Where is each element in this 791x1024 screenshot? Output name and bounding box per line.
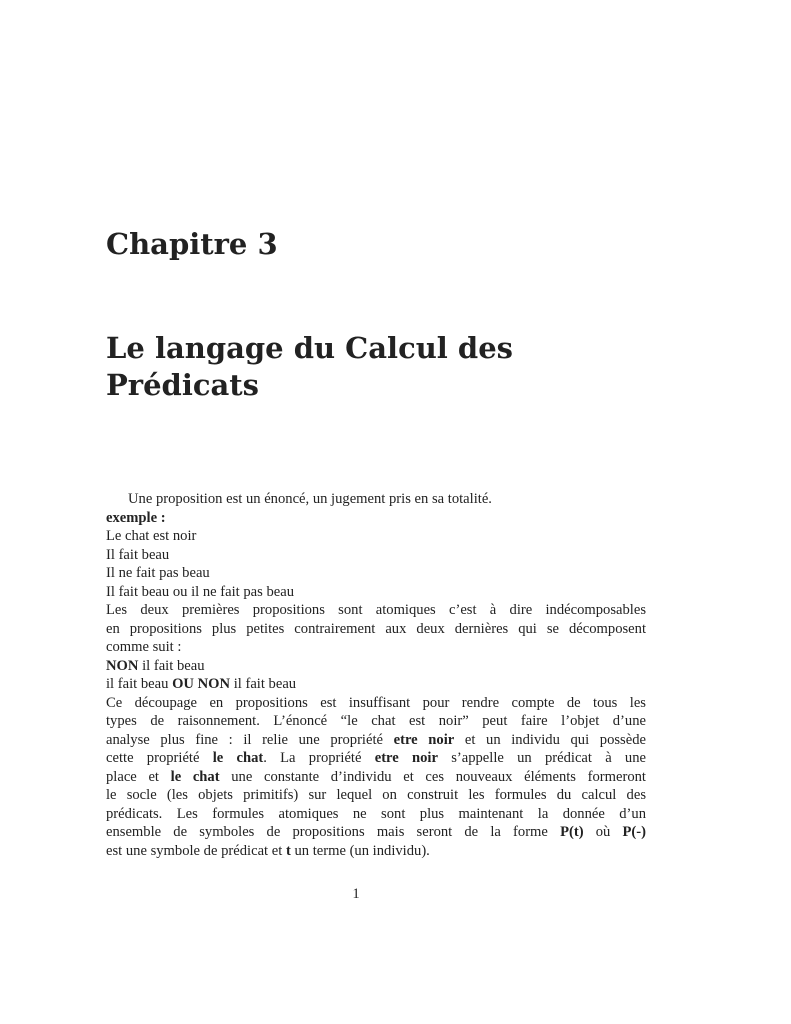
- chapter-title: [106, 330, 513, 404]
- paragraph-line: le socle (les objets primitifs) sur lequel on construit les formules du calcul des: [106, 787, 646, 803]
- paragraph-line: types de raisonnement. L’énoncé “le chat est noir” peut faire l’objet d’une: [106, 713, 646, 729]
- atomic-paragraph-line: Les deux premières propositions sont atomiques c’est à dire indécomposables: [106, 602, 646, 618]
- example-item: Le chat est noir: [106, 528, 197, 544]
- example-heading: exemple :: [106, 509, 166, 526]
- example-item: Il fait beau: [106, 546, 170, 563]
- decomposition-line: NON il fait beau: [106, 657, 205, 674]
- chapter-label: Chapitre 3: [106, 227, 278, 261]
- example-item: Il ne fait pas beau: [106, 565, 210, 581]
- paragraph-line: ensemble de symboles de propositions mais seront de la forme P(t) où P(-): [106, 824, 646, 840]
- decomposition-line: il fait beau OU NON il fait beau: [106, 676, 297, 692]
- formula-atomic: P(t): [560, 824, 584, 840]
- paragraph-line: est une symbole de prédicat et t un terme (un individu).: [106, 842, 430, 859]
- intro-paragraph: Une proposition est un énoncé, un jugement pris en sa totalité.: [128, 491, 492, 507]
- formula-predicate: P(-): [622, 824, 646, 840]
- atomic-paragraph-line: en propositions plus petites contrairement aux deux dernières qui se décomposent: [106, 620, 646, 637]
- chapter-title-line: Prédicats: [106, 368, 260, 402]
- operator-or: OU: [172, 676, 194, 692]
- paragraph-line: place et le chat une constante d’individu et ces nouveaux éléments formeront: [106, 768, 646, 785]
- paragraph-line: cette propriété le chat. La propriété etre noir s’appelle un prédicat à une: [106, 750, 646, 766]
- page-number: 1: [352, 886, 360, 902]
- example-item: Il fait beau ou il ne fait pas beau: [106, 583, 295, 600]
- operator-not: NON: [106, 657, 139, 674]
- paragraph-line: Ce découpage en propositions est insuffisant pour rendre compte de tous les: [106, 694, 646, 711]
- chapter-title-line: Le langage du Calcul des: [106, 331, 513, 365]
- body-text: [106, 490, 646, 860]
- formula-term: t: [285, 842, 291, 859]
- atomic-paragraph-line: comme suit :: [106, 639, 182, 655]
- paragraph-line: analyse plus fine : il relie une propriété etre noir et un individu qui possède: [106, 731, 646, 748]
- operator-not: NON: [197, 676, 231, 692]
- paragraph-line: prédicats. Les formules atomiques ne sont plus maintenant la donnée d’un: [106, 805, 646, 822]
